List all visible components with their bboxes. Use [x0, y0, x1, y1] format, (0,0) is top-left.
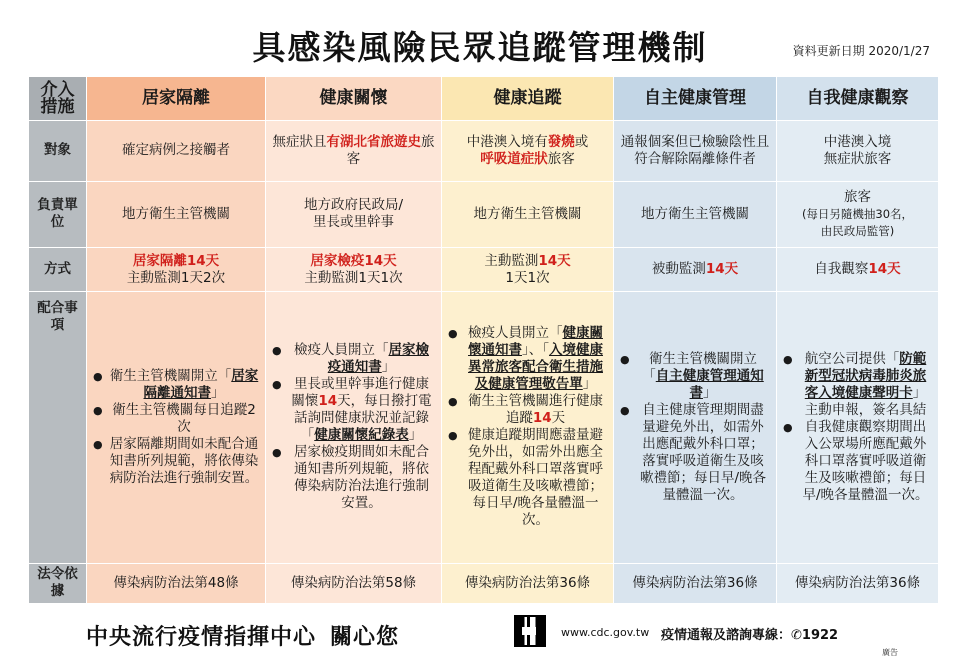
page-title: 具感染風險民眾追蹤管理機制	[252, 28, 708, 67]
cell-measures-4	[614, 292, 777, 564]
org-slogan: 關心您	[330, 625, 400, 650]
col-health-care: 健康關懷	[266, 77, 442, 121]
cell-unit-1: 地方衛生主管機關	[87, 181, 266, 247]
row-label-intervention: 介入措施	[29, 77, 87, 121]
org-name: 中央流行疫情指揮中心	[86, 625, 317, 650]
cell-method-2: 居家檢疫14天 主動監測1天1次	[266, 247, 442, 291]
phone-icon: ✆	[791, 628, 802, 643]
row-label-law: 法令依據	[29, 563, 87, 603]
cell-law-4: 傳染病防治法第36條	[614, 563, 777, 603]
cell-method-3: 主動監測14天 1天1次	[442, 247, 614, 291]
update-date: 資料更新日期 2020/1/27	[792, 44, 930, 58]
cell-method-5: 自我觀察14天	[777, 247, 939, 291]
list-item: ● 檢疫人員開立「健康關懷通知書」、「入境健康異常旅客配合衛生措施及健康管理敬告單」	[448, 325, 607, 393]
cell-target-3: 中港澳入境有發燒或 呼吸道症狀旅客	[442, 121, 614, 181]
cell-target-2: 無症狀且有湖北省旅遊史旅客	[266, 121, 442, 181]
hotline-number: 1922	[801, 628, 839, 643]
website-link[interactable]: www.cdc.gov.tw	[561, 626, 650, 639]
hotline-label: 疫情通報及諮詢專線：	[661, 628, 792, 643]
cell-target-5: 中港澳入境 無症狀旅客	[777, 121, 939, 181]
cell-method-4: 被動監測14天	[614, 247, 777, 291]
row-measures	[29, 292, 939, 564]
list-item: ● 健康追蹤期間應盡量避免外出，如需外出應全程配戴外科口罩落實呼吸道衛生及咳嗽禮節；每日早/晚各量體溫一次。	[448, 427, 607, 529]
list-item: ● 里長或里幹事進行健康關懷14天，每日撥打電話詢問健康狀況並記錄「健康關懷紀錄表」	[272, 376, 435, 444]
row-target	[29, 121, 939, 181]
header-row	[29, 77, 939, 121]
list-item: ● 自我健康觀察期間出入公眾場所應配戴外科口罩落實呼吸道衛生及咳嗽禮節；每日早/晚各量體溫一次。	[783, 419, 932, 504]
row-law	[29, 563, 939, 603]
tracking-table	[28, 76, 939, 604]
row-label-unit: 負責單位	[29, 181, 87, 247]
row-label-target: 對象	[29, 121, 87, 181]
hotline	[661, 624, 838, 643]
cell-measures-5	[777, 292, 939, 564]
col-self-management: 自主健康管理	[614, 77, 777, 121]
list-item: ● 衛生主管機關開立「居家隔離通知書」	[93, 368, 259, 402]
cell-unit-4: 地方衛生主管機關	[614, 181, 777, 247]
list-item: ● 居家檢疫期間如未配合通知書所列規範，將依傳染病防治法進行強制安置。	[272, 444, 435, 512]
cell-measures-3	[442, 292, 614, 564]
cell-target-4: 通報個案但已檢驗陰性且符合解除隔離條件者	[614, 121, 777, 181]
footer-org	[86, 620, 399, 651]
row-label-measures: 配合事項	[29, 292, 87, 564]
list-item: ● 自主健康管理期間盡量避免外出，如需外出應配戴外科口罩；落實呼吸道衛生及咳嗽禮節；每日早/晚各量體溫一次。	[620, 402, 770, 504]
cell-law-1: 傳染病防治法第48條	[87, 563, 266, 603]
cell-law-3: 傳染病防治法第36條	[442, 563, 614, 603]
cell-law-2: 傳染病防治法第58條	[266, 563, 442, 603]
col-self-observation: 自我健康觀察	[777, 77, 939, 121]
cell-measures-1	[87, 292, 266, 564]
ad-mark: 廣告	[882, 648, 898, 657]
list-item: ● 居家隔離期間如未配合通知書所列規範，將依傳染病防治法進行強制安置。	[93, 436, 259, 487]
col-home-isolation: 居家隔離	[87, 77, 266, 121]
cell-unit-3: 地方衛生主管機關	[442, 181, 614, 247]
cell-unit-5: 旅客 (每日另隨機抽30名， 由民政局監管)	[777, 181, 939, 247]
cell-measures-2	[266, 292, 442, 564]
list-item: ● 衛生主管機關進行健康追蹤14天	[448, 393, 607, 427]
cell-method-1: 居家隔離14天 主動監測1天2次	[87, 247, 266, 291]
list-item: ● 航空公司提供「防範新型冠狀病毒肺炎旅客入境健康聲明卡」主動申報，簽名具結	[783, 351, 932, 419]
cell-unit-2: 地方政府民政局/ 里長或里幹事	[266, 181, 442, 247]
cell-law-5: 傳染病防治法第36條	[777, 563, 939, 603]
row-unit	[29, 181, 939, 247]
cell-target-1: 確定病例之接觸者	[87, 121, 266, 181]
row-label-method: 方式	[29, 247, 87, 291]
col-health-tracking: 健康追蹤	[442, 77, 614, 121]
list-item: ● 檢疫人員開立「居家檢疫通知書」	[272, 342, 435, 376]
qr-code-icon	[514, 615, 546, 647]
row-method	[29, 247, 939, 291]
list-item: ● 衛生主管機關開立「自主健康管理通知書」	[620, 351, 770, 402]
list-item: ● 衛生主管機關每日追蹤2次	[93, 402, 259, 436]
